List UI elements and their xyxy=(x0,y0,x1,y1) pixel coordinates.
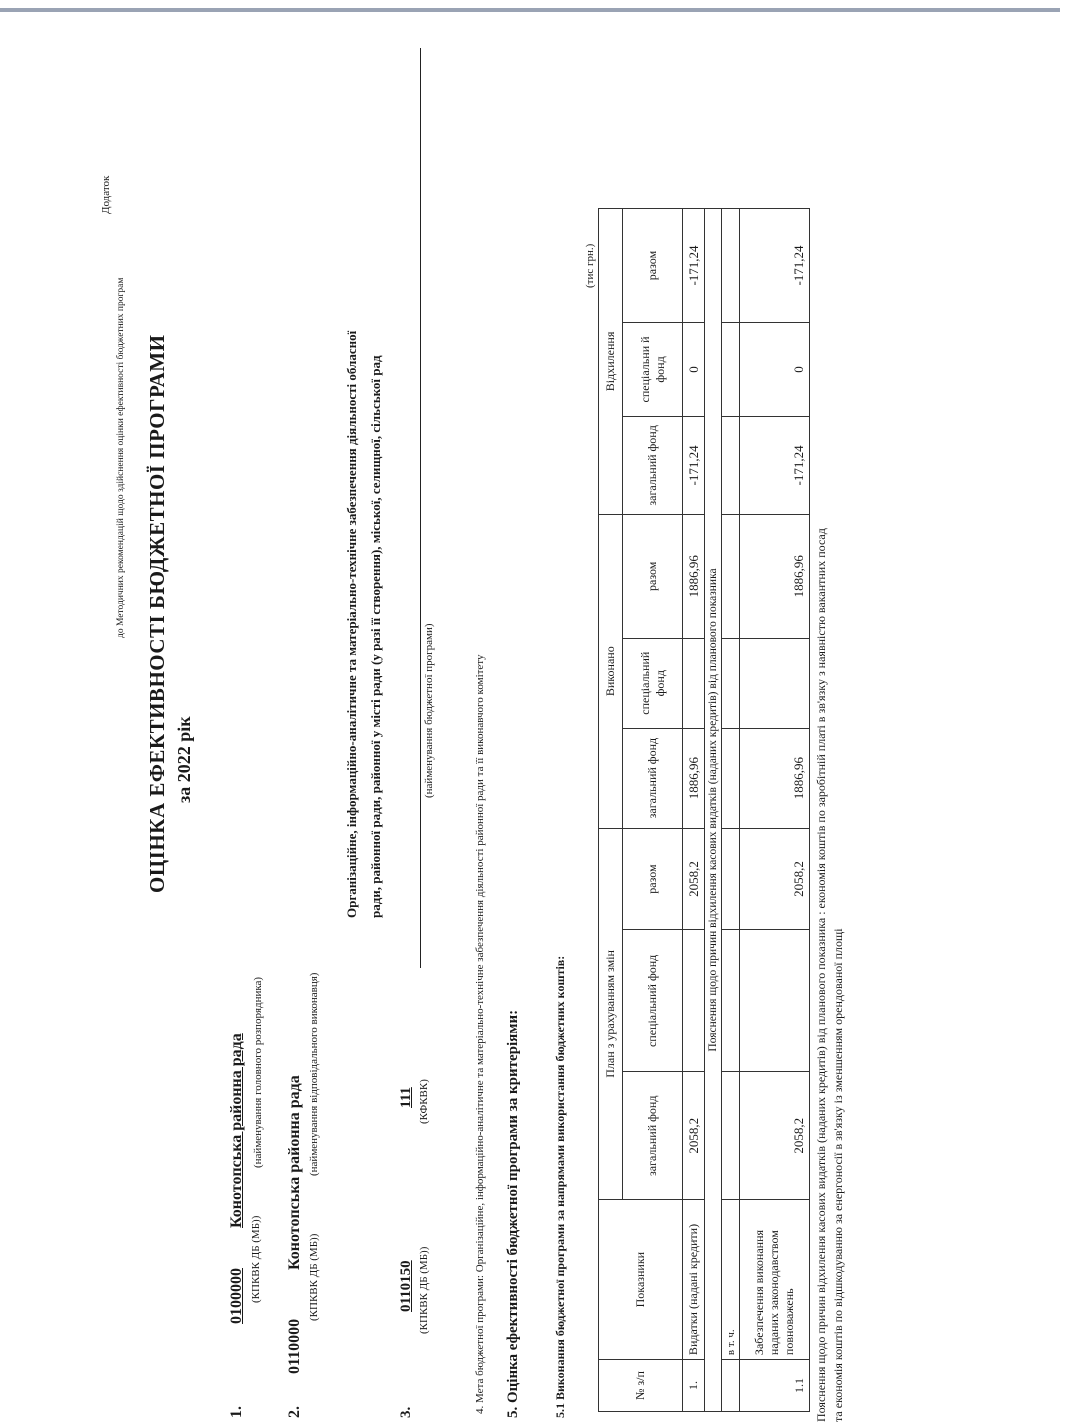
row11-plan-general: 2058,2 xyxy=(740,1072,810,1200)
program-name-caption: (найменування бюджетної програми) xyxy=(423,623,435,798)
row1-dev-general: -171,24 xyxy=(683,416,705,514)
row1-dev-total: -171,24 xyxy=(683,209,705,323)
program-kpkvk: 0110150 xyxy=(398,1260,414,1312)
row11-label: Забезпечення виконання наданих законодавством повноважень xyxy=(740,1200,810,1360)
program-kpkvk-caption: (КПКВК ДБ (МБ)) xyxy=(418,1246,430,1334)
row2-name: Конотопська районна рада xyxy=(286,1075,303,1270)
header-plan-total: разом xyxy=(623,828,683,930)
row1-code-caption: (КПКВК ДБ (МБ)) xyxy=(250,1215,262,1303)
header-num: № з/п xyxy=(599,1360,683,1412)
table-row xyxy=(740,209,810,1412)
incl-label: в т. ч. xyxy=(722,1200,740,1360)
row1-done-general: 1886,96 xyxy=(683,728,705,828)
footer-explanation-line1: Пояснення щодо причин відхилення касових видатків (наданих кредитів) від планового показника : економія коштів по заробітній платі в зв'язку з наявністю вакантних посад xyxy=(814,528,828,1422)
program-goal: 4. Мета бюджетної програми: Організаційне, інформаційно-аналітичне та матеріально-технічне забезпечення діяльності районної ради та її виконавчого комітету xyxy=(474,654,486,1414)
row11-done-general: 1886,96 xyxy=(740,728,810,828)
header-done-general: загальний фонд xyxy=(623,728,683,828)
row11-dev-special: 0 xyxy=(740,322,810,416)
row11-plan-total: 2058,2 xyxy=(740,828,810,930)
header-indicators: Показники xyxy=(599,1200,683,1360)
appendix-note: до Методичних рекомендацій щодо здійснення оцінки ефективності бюджетних програм xyxy=(116,277,126,638)
program-name-line1: Організаційне, інформаційно-аналітичне та матеріально-технічне забезпечення діяльності обласної xyxy=(344,330,359,918)
row1-plan-general: 2058,2 xyxy=(683,1072,705,1200)
table-row xyxy=(683,209,705,1412)
row11-num: 1.1 xyxy=(740,1360,810,1412)
header-plan-general: загальний фонд xyxy=(623,1072,683,1200)
row1-code: 0100000 xyxy=(228,1268,245,1324)
program-name-underline xyxy=(420,48,421,968)
row1-num: 1. xyxy=(683,1360,705,1412)
program-name-line2: ради, районної ради, районної у місті ради (у разі її створення), міської, селищної, сільської рад xyxy=(368,355,383,918)
page-year: за 2022 рік xyxy=(174,716,194,803)
row11-dev-total: -171,24 xyxy=(740,209,810,323)
header-done: Виконано xyxy=(599,514,623,828)
header-dev-total: разом xyxy=(623,209,683,323)
header-plan-special: спеціальний фонд xyxy=(623,930,683,1072)
row1-done-special xyxy=(683,638,705,728)
row3-number: 3. xyxy=(398,1406,414,1418)
row11-done-special xyxy=(740,638,810,728)
footer-explanation-line2: та економія коштів по відшкодуванню за енергоносії в зв'язку із зменшенням орендованої площі xyxy=(831,928,845,1422)
row2-name-caption: (найменування відповідального виконавця) xyxy=(308,972,320,1176)
header-done-special: спеціальний фонд xyxy=(623,638,683,728)
header-dev-special: спеціальни й фонд xyxy=(623,322,683,416)
explain-row: Пояснення щодо причин відхилення касових видатків (наданих кредитів) від планового показника xyxy=(705,209,722,1412)
row2-code: 0110000 xyxy=(286,1318,303,1374)
row1-done-total: 1886,96 xyxy=(683,514,705,638)
row2-number: 2. xyxy=(286,1406,303,1418)
program-kfkvk: 111 xyxy=(398,1087,414,1108)
units-label: (тис грн.) xyxy=(584,243,596,288)
row1-number: 1. xyxy=(228,1406,245,1418)
header-done-total: разом xyxy=(623,514,683,638)
row1-plan-special xyxy=(683,930,705,1072)
header-dev-general: загальний фонд xyxy=(623,416,683,514)
row1-label: Видатки (надані кредити) xyxy=(683,1200,705,1360)
program-kfkvk-caption: (КФКВК) xyxy=(418,1079,430,1124)
row1-name-caption: (найменування головного розпорядника) xyxy=(252,976,264,1168)
row11-done-total: 1886,96 xyxy=(740,514,810,638)
row11-dev-general: -171,24 xyxy=(740,416,810,514)
row1-name: Конотопська районна рада xyxy=(228,1033,245,1228)
section51-heading: 5.1 Виконання бюджетної програми за напрямами використання бюджетних коштів: xyxy=(553,955,567,1418)
row1-plan-total: 2058,2 xyxy=(683,828,705,930)
header-plan: План з урахуванням змін xyxy=(599,828,623,1200)
page-title: ОЦІНКА ЕФЕКТИВНОСТІ БЮДЖЕТНОЇ ПРОГРАМИ xyxy=(145,334,169,893)
section5-heading: 5. Оцінка ефективності бюджетної програми за критеріями: xyxy=(505,1009,521,1418)
row11-plan-special xyxy=(740,930,810,1072)
budget-execution-table xyxy=(598,208,810,1412)
header-deviation: Відхилення xyxy=(599,209,623,515)
appendix-title: Додаток xyxy=(100,175,112,214)
row2-code-caption: (КПКВК ДБ (МБ)) xyxy=(308,1233,320,1321)
row1-dev-special: 0 xyxy=(683,322,705,416)
